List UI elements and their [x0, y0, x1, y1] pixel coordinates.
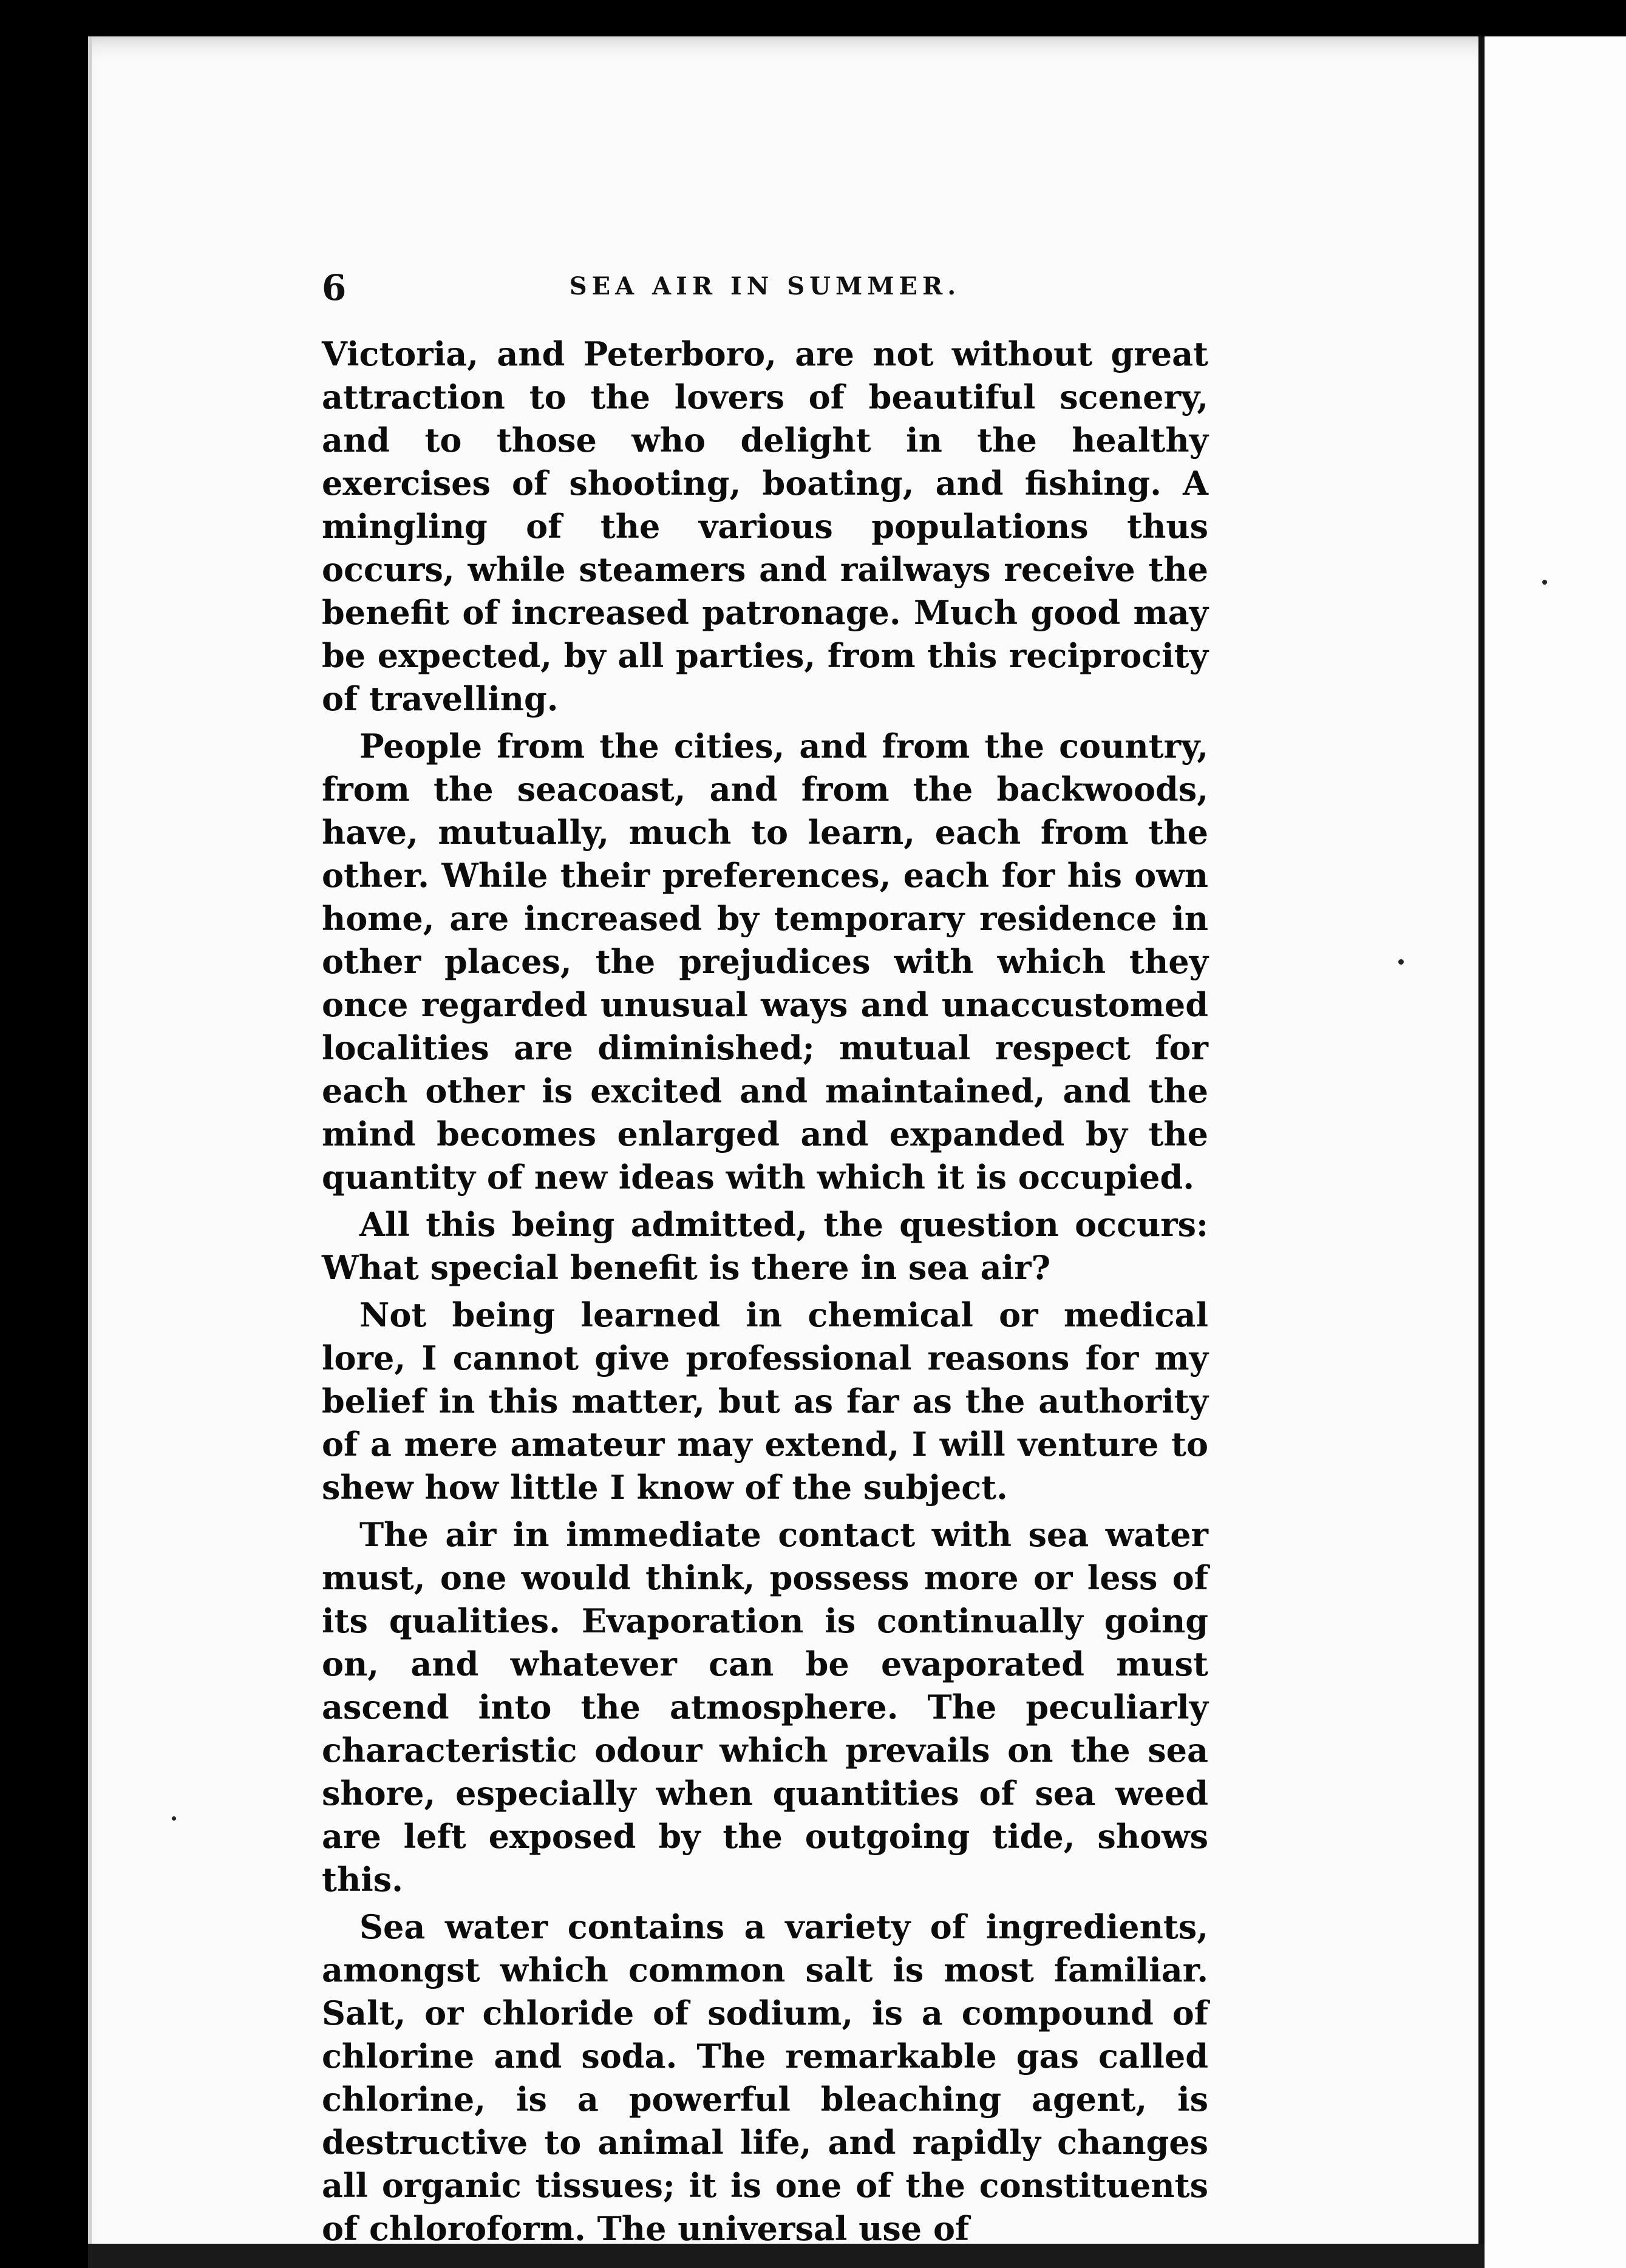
paragraph: Victoria, and Peterboro, are not without great attraction to the lovers of beautiful scenery, and to those who delight in the healthy exercises of shooting, boating, and fishing. A mingling of the various populations thus occurs, while steamers and railways receive the benefit of increased patronage. Much good may be expected, by all parties, from this reciprocity of travelling. — [322, 334, 1208, 718]
scan-speck — [1398, 959, 1404, 965]
paragraph: The air in immediate contact with sea water must, one would think, possess more or less of its qualities. Evaporation is continually going on, and whatever can be evaporated must ascend into the atmosphere. The peculiarly characteristic odour which prevails on the sea shore, especially when quantities of sea weed are left exposed by the outgoing tide, shows this. — [322, 1515, 1208, 1899]
paragraph: Sea water contains a variety of ingredients, amongst which common salt is most familiar. Salt, or chloride of sodium, is a compound of chlorine and soda. The remarkable gas called chlorine, is a powerful bleaching agent, is destructive to animal life, and rapidly changes all organic tissues; it is one of the constituents of chloroform. The universal use of — [322, 1907, 1208, 2248]
body-text — [322, 333, 1208, 2255]
page-gutter — [1478, 36, 1485, 2268]
paragraph: All this being admitted, the question occurs: What special benefit is there in sea air? — [322, 1205, 1208, 1287]
scan-speck — [1542, 580, 1547, 585]
paragraph: People from the cities, and from the country, from the seacoast, and from the backwoods, have, mutually, much to learn, each from the other. While their preferences, each for his own home, are increased by temporary residence in other places, the prejudices with which they once regarded unusual ways and unaccustomed localities are diminished; mutual respect for each other is excited and maintained, and the mind becomes enlarged and expanded by the quantity of new ideas with which it is occupied. — [322, 727, 1208, 1197]
page-header — [322, 267, 1208, 310]
paragraph: Not being learned in chemical or medical lore, I cannot give professional reasons for my belief in this matter, but as far as the authority of a mere amateur may extend, I will venture to shew how little I know of the subject. — [322, 1295, 1208, 1507]
page-number: 6 — [322, 267, 347, 308]
scan-speck — [172, 1816, 176, 1821]
facing-page-edge — [1485, 36, 1626, 2268]
running-title: SEA AIR IN SUMMER. — [569, 272, 961, 300]
